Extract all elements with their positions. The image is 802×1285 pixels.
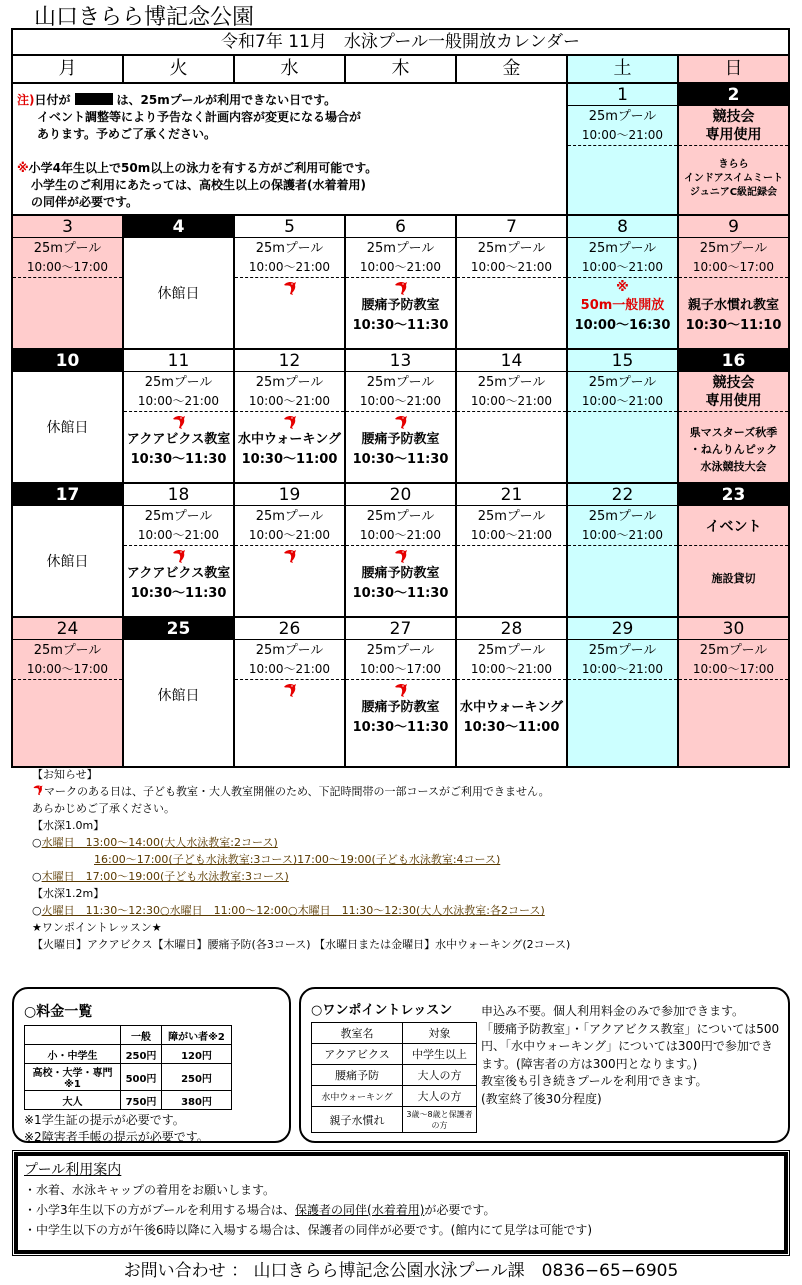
event-detail-text: インドアスイムミート bbox=[683, 173, 784, 184]
pool-label: 25mプール bbox=[588, 643, 657, 658]
dolphin-icon bbox=[393, 682, 409, 698]
class-time: 10:30〜11:00 bbox=[241, 452, 338, 467]
class-name: 腰痛予防教室 bbox=[361, 700, 440, 715]
notice-heading: 【お知らせ】 bbox=[32, 768, 98, 781]
fee-note: ※1学生証の提示が必要です。 bbox=[24, 1113, 185, 1127]
event-detail-text: 県マスターズ秋季 bbox=[689, 426, 778, 439]
day-number: 29 bbox=[568, 618, 677, 640]
day-cell bbox=[679, 350, 788, 482]
table-row bbox=[312, 1065, 477, 1086]
pool-time: 10:00〜21:00 bbox=[248, 662, 331, 676]
day-number: 10 bbox=[13, 350, 122, 372]
pool-time: 10:00〜17:00 bbox=[692, 662, 775, 676]
weekday-tue: 火 bbox=[124, 56, 235, 82]
day-number: 4 bbox=[124, 216, 233, 238]
pool-hours bbox=[568, 506, 677, 546]
day-number: 16 bbox=[679, 350, 788, 372]
event-text: 専用使用 bbox=[705, 127, 762, 143]
calendar-week-1 bbox=[13, 84, 788, 216]
pool-label: 25mプール bbox=[366, 643, 435, 658]
class-name: 親子水慣れ教室 bbox=[687, 298, 779, 313]
day-number: 28 bbox=[457, 618, 566, 640]
day-number: 8 bbox=[568, 216, 677, 238]
pool-hours bbox=[235, 640, 344, 680]
day-cell bbox=[124, 216, 235, 348]
pool-time: 10:00〜21:00 bbox=[248, 260, 331, 274]
pool-time: 10:00〜21:00 bbox=[470, 662, 553, 676]
pool-label: 25mプール bbox=[366, 241, 435, 256]
table-cell: 750円 bbox=[121, 1091, 162, 1110]
day-cell bbox=[13, 618, 124, 766]
pool-hours bbox=[13, 238, 122, 278]
day-cell bbox=[346, 618, 457, 766]
dolphin-icon bbox=[282, 548, 298, 564]
fee-table bbox=[24, 1025, 232, 1110]
dolphin-icon bbox=[282, 682, 298, 698]
day-cell bbox=[457, 350, 568, 482]
guide-text: が必要です。 bbox=[424, 1203, 496, 1217]
guide-item: ・中学生以下の方が午後6時以降に入場する場合は、保護者の同伴が必要です。(館内にて見学は可能です) bbox=[24, 1223, 593, 1237]
pool-time: 10:00〜21:00 bbox=[137, 528, 220, 542]
day-number: 1 bbox=[568, 84, 677, 106]
table-cell: アクアビクス bbox=[312, 1044, 403, 1065]
pool-hours bbox=[124, 506, 233, 546]
table-cell: 大人の方 bbox=[403, 1065, 477, 1086]
day-cell bbox=[568, 618, 679, 766]
pool-label: 25mプール bbox=[699, 241, 768, 256]
class-name: 腰痛予防教室 bbox=[361, 432, 440, 447]
table-cell: 高校・大学・専門※1 bbox=[25, 1064, 121, 1091]
table-header: 対象 bbox=[403, 1023, 477, 1044]
day-number: 12 bbox=[235, 350, 344, 372]
day-cell bbox=[679, 84, 788, 214]
closed-day-label: 休館日 bbox=[157, 286, 200, 302]
table-cell: 小・中学生 bbox=[25, 1045, 121, 1064]
class-time: 10:30〜11:00 bbox=[463, 720, 560, 735]
table-row bbox=[25, 1091, 232, 1110]
pool-time: 10:00〜21:00 bbox=[359, 394, 442, 408]
dolphin-icon bbox=[171, 414, 187, 430]
pool-label: 25mプール bbox=[588, 509, 657, 524]
day-number: 9 bbox=[679, 216, 788, 238]
day-number: 14 bbox=[457, 350, 566, 372]
event-detail-text: きらら bbox=[718, 159, 749, 170]
event-detail bbox=[679, 412, 788, 475]
pool-time: 10:00〜17:00 bbox=[359, 662, 442, 676]
pool-calendar bbox=[11, 28, 790, 768]
calendar-title: 令和7年 11月 水泳プール一般開放カレンダー bbox=[13, 30, 788, 56]
pool-hours bbox=[568, 106, 677, 146]
pool-time: 10:00〜17:00 bbox=[26, 260, 109, 274]
bullet: ○ bbox=[32, 870, 42, 883]
lesson-text: 「腰痛予防教室」・「アクアビクス教室」については500円、「水中ウォーキング」については300円で参加できます。(障害者の方は300円となります。) bbox=[481, 1021, 780, 1071]
table-row bbox=[312, 1086, 477, 1107]
day-cell bbox=[235, 618, 346, 766]
note-text: 小学生のご利用にあたっては、高校生以上の保護者(水着着用) bbox=[31, 178, 366, 192]
note-text: の同伴が必要です。 bbox=[31, 195, 139, 209]
day-number: 23 bbox=[679, 484, 788, 506]
pool-time: 10:00〜21:00 bbox=[248, 528, 331, 542]
dolphin-icon bbox=[282, 414, 298, 430]
pool-hours bbox=[568, 238, 677, 278]
weekday-mon: 月 bbox=[13, 56, 124, 82]
day-cell bbox=[346, 216, 457, 348]
depth-heading: 【水深1.0m】 bbox=[32, 819, 105, 832]
closed-legend-swatch bbox=[75, 93, 113, 105]
notice-text: マークのある日は、子ども教室・大人教室開催のため、下記時間帯の一部コースがご利用できません。 bbox=[44, 785, 550, 798]
day-cell bbox=[679, 216, 788, 348]
pool-time: 10:00〜17:00 bbox=[692, 260, 775, 274]
fee-list-box bbox=[12, 987, 291, 1143]
day-cell bbox=[568, 216, 679, 348]
pool-label: 25mプール bbox=[33, 241, 102, 256]
pool-label: 25mプール bbox=[144, 509, 213, 524]
pool-label: 25mプール bbox=[255, 643, 324, 658]
bullet: ○ bbox=[32, 836, 42, 849]
pool-hours bbox=[679, 640, 788, 680]
event-text: 競技会 bbox=[712, 375, 755, 391]
pool-label: 25mプール bbox=[477, 643, 546, 658]
event-detail-text: ジュニアC級記録会 bbox=[689, 187, 778, 198]
note-text: 小学4年生以上で50m以上の泳力を有する方がご利用可能です。 bbox=[28, 161, 378, 175]
closed-day-label: 休館日 bbox=[157, 688, 200, 704]
pool-time: 10:00〜17:00 bbox=[26, 662, 109, 676]
pool-time: 10:00〜21:00 bbox=[581, 260, 664, 274]
event-label bbox=[679, 372, 788, 412]
pool-hours bbox=[457, 506, 566, 546]
table-header-row bbox=[25, 1026, 232, 1045]
contact-info: お問い合わせ ： 山口きらら博記念公園水泳プール課 0836−65−6905 bbox=[123, 1261, 679, 1281]
lesson-text: (教室終了後30分程度) bbox=[481, 1091, 602, 1106]
weekday-sat: 土 bbox=[568, 56, 679, 82]
day-number: 13 bbox=[346, 350, 455, 372]
pool-hours bbox=[457, 372, 566, 412]
table-cell: 250円 bbox=[162, 1064, 232, 1091]
event-detail-text: ・ねんりんピック bbox=[689, 443, 778, 456]
table-cell: 大人 bbox=[25, 1091, 121, 1110]
table-cell: 中学生以上 bbox=[403, 1044, 477, 1065]
table-cell: 3歳〜8歳と保護者の方 bbox=[403, 1107, 477, 1133]
day-number: 27 bbox=[346, 618, 455, 640]
event-label: イベント bbox=[679, 506, 788, 546]
lesson-table bbox=[311, 1022, 477, 1133]
day-number: 22 bbox=[568, 484, 677, 506]
pool-hours bbox=[346, 372, 455, 412]
day-number: 15 bbox=[568, 350, 677, 372]
dolphin-icon bbox=[282, 280, 298, 296]
day-number: 20 bbox=[346, 484, 455, 506]
day-cell bbox=[235, 484, 346, 616]
day-cell bbox=[13, 484, 124, 616]
dolphin-icon bbox=[32, 784, 44, 796]
depth-heading: 【水深1.2m】 bbox=[32, 887, 105, 900]
table-cell: 250円 bbox=[121, 1045, 162, 1064]
pool-time: 10:00〜21:00 bbox=[581, 662, 664, 676]
class-name: 50m一般開放 bbox=[580, 298, 665, 313]
day-number: 11 bbox=[124, 350, 233, 372]
day-number: 21 bbox=[457, 484, 566, 506]
class-name: 腰痛予防教室 bbox=[361, 298, 440, 313]
guide-title: プール利用案内 bbox=[24, 1162, 122, 1178]
day-number: 18 bbox=[124, 484, 233, 506]
day-cell bbox=[679, 618, 788, 766]
schedule-text: 木曜日 17:00〜19:00(子ども水泳教室:3コース) bbox=[41, 870, 289, 883]
table-row bbox=[312, 1107, 477, 1133]
event-label bbox=[679, 106, 788, 146]
event-text: 競技会 bbox=[712, 109, 755, 125]
facility-name: 山口きらら博記念公園 bbox=[34, 5, 255, 30]
pool-hours bbox=[457, 238, 566, 278]
notice-section bbox=[32, 766, 772, 953]
schedule-text: 16:00〜17:00(子ども水泳教室:3コース)17:00〜19:00(子ども水泳教室:4コース) bbox=[94, 853, 501, 866]
class-time: 10:30〜11:30 bbox=[352, 452, 449, 467]
day-number: 19 bbox=[235, 484, 344, 506]
guide-item: ・水着、水泳キャップの着用をお願いします。 bbox=[24, 1183, 276, 1197]
class-time: 10:30〜11:30 bbox=[352, 720, 449, 735]
table-cell: 水中ウォーキング bbox=[312, 1086, 403, 1107]
pool-label: 25mプール bbox=[255, 375, 324, 390]
event-detail: 施設貸切 bbox=[711, 572, 756, 585]
note-mark: ※ bbox=[616, 280, 629, 295]
pool-time: 10:00〜21:00 bbox=[581, 394, 664, 408]
class-time: 10:30〜11:30 bbox=[352, 318, 449, 333]
day-number: 7 bbox=[457, 216, 566, 238]
pool-hours bbox=[235, 238, 344, 278]
day-cell bbox=[457, 484, 568, 616]
onepoint-heading: ★ワンポイントレッスン★ bbox=[32, 921, 162, 934]
class-time: 10:30〜11:30 bbox=[130, 452, 227, 467]
pool-time: 10:00〜21:00 bbox=[359, 528, 442, 542]
pool-time: 10:00〜21:00 bbox=[248, 394, 331, 408]
pool-label: 25mプール bbox=[588, 109, 657, 124]
table-header: 教室名 bbox=[312, 1023, 403, 1044]
lesson-box bbox=[299, 987, 790, 1143]
pool-label: 25mプール bbox=[588, 375, 657, 390]
guide-item bbox=[24, 1200, 778, 1220]
weekday-thu: 木 bbox=[346, 56, 457, 82]
closed-day-label: 休館日 bbox=[46, 420, 89, 436]
note-prefix: 注) bbox=[17, 93, 35, 107]
day-cell bbox=[13, 350, 124, 482]
day-number: 6 bbox=[346, 216, 455, 238]
pool-label: 25mプール bbox=[366, 375, 435, 390]
class-name: 水中ウォーキング bbox=[459, 700, 564, 715]
pool-time: 10:00〜21:00 bbox=[470, 528, 553, 542]
pool-time: 10:00〜21:00 bbox=[137, 394, 220, 408]
pool-label: 25mプール bbox=[366, 509, 435, 524]
bullet: ○ bbox=[32, 904, 42, 917]
class-time: 10:30〜11:10 bbox=[685, 318, 782, 333]
note-text: あります。予めご了承ください。 bbox=[37, 127, 217, 141]
schedule-text: 火曜日 11:30〜12:30○水曜日 11:00〜12:00○木曜日 11:30〜12:30(大人水泳教室:各2コース) bbox=[41, 904, 545, 917]
day-cell bbox=[568, 350, 679, 482]
weekday-header bbox=[13, 56, 788, 84]
table-cell: 腰痛予防 bbox=[312, 1065, 403, 1086]
day-cell bbox=[124, 350, 235, 482]
calendar-week-4 bbox=[13, 484, 788, 618]
pool-hours bbox=[235, 506, 344, 546]
class-name: アクアビクス教室 bbox=[126, 432, 231, 447]
class-name: 水中ウォーキング bbox=[237, 432, 342, 447]
table-row bbox=[25, 1064, 232, 1091]
event-detail-text: 水泳競技大会 bbox=[700, 460, 767, 473]
table-row bbox=[312, 1044, 477, 1065]
table-header bbox=[25, 1026, 121, 1045]
event-detail bbox=[679, 146, 788, 200]
guide-text: ・小学3年生以下の方がプールを利用する場合は、 bbox=[24, 1203, 296, 1217]
pool-time: 10:00〜21:00 bbox=[470, 260, 553, 274]
calendar-notes bbox=[13, 84, 568, 214]
calendar-week-2 bbox=[13, 216, 788, 350]
fee-note: ※2障害者手帳の提示が必要です。 bbox=[24, 1130, 209, 1144]
table-cell: 親子水慣れ bbox=[312, 1107, 403, 1133]
day-cell bbox=[457, 216, 568, 348]
pool-time: 10:00〜21:00 bbox=[581, 528, 664, 542]
pool-hours bbox=[679, 238, 788, 278]
pool-time: 10:00〜21:00 bbox=[359, 260, 442, 274]
pool-label: 25mプール bbox=[588, 241, 657, 256]
closed-day-label: 休館日 bbox=[46, 554, 89, 570]
dolphin-icon bbox=[171, 548, 187, 564]
note-mark: ※ bbox=[17, 161, 29, 175]
day-cell bbox=[568, 484, 679, 616]
weekday-wed: 水 bbox=[235, 56, 346, 82]
table-header: 障がい者※2 bbox=[162, 1026, 232, 1045]
day-number: 24 bbox=[13, 618, 122, 640]
pool-label: 25mプール bbox=[255, 241, 324, 256]
day-number: 25 bbox=[124, 618, 233, 640]
day-number: 30 bbox=[679, 618, 788, 640]
day-cell bbox=[124, 484, 235, 616]
table-header-row bbox=[312, 1023, 477, 1044]
note-text: 日付が bbox=[34, 93, 71, 107]
pool-time: 10:00〜21:00 bbox=[581, 128, 664, 142]
day-number: 17 bbox=[13, 484, 122, 506]
table-cell: 大人の方 bbox=[403, 1086, 477, 1107]
day-cell bbox=[124, 618, 235, 766]
class-time: 10:00〜16:30 bbox=[574, 318, 671, 333]
pool-hours bbox=[568, 372, 677, 412]
lesson-text: 申込み不要。個人利用料金のみで参加できます。 bbox=[481, 1004, 745, 1018]
table-header: 一般 bbox=[121, 1026, 162, 1045]
schedule-text: 水曜日 13:00〜14:00(大人水泳教室:2コース) bbox=[41, 836, 278, 849]
weekday-fri: 金 bbox=[457, 56, 568, 82]
lesson-text: 教室後も引き続きプールを利用できます。 bbox=[481, 1074, 708, 1088]
calendar-week-3 bbox=[13, 350, 788, 484]
pool-hours bbox=[346, 506, 455, 546]
day-cell bbox=[568, 84, 679, 214]
note-text: は、25mプールが利用できない日です。 bbox=[116, 93, 337, 107]
note-text: イベント調整等により予告なく計画内容が変更になる場合が bbox=[37, 110, 362, 124]
class-name: 腰痛予防教室 bbox=[361, 566, 440, 581]
notice-text: あらかじめご了承ください。 bbox=[32, 802, 175, 815]
day-cell bbox=[235, 350, 346, 482]
weekday-sun: 日 bbox=[679, 56, 788, 82]
calendar-week-5 bbox=[13, 618, 788, 766]
pool-hours bbox=[568, 640, 677, 680]
guide-text-emphasis: 保護者の同伴(水着着用) bbox=[295, 1203, 425, 1217]
class-time: 10:30〜11:30 bbox=[130, 586, 227, 601]
dolphin-icon bbox=[393, 280, 409, 296]
pool-label: 25mプール bbox=[144, 375, 213, 390]
onepoint-text: 【火曜日】アクアビクス【木曜日】腰痛予防(各3コース) 【水曜日または金曜日】水中ウォーキング(2コース) bbox=[32, 938, 571, 951]
pool-label: 25mプール bbox=[699, 643, 768, 658]
pool-label: 25mプール bbox=[477, 241, 546, 256]
pool-hours bbox=[346, 238, 455, 278]
pool-hours bbox=[457, 640, 566, 680]
day-number: 5 bbox=[235, 216, 344, 238]
pool-time: 10:00〜21:00 bbox=[470, 394, 553, 408]
table-cell: 500円 bbox=[121, 1064, 162, 1091]
pool-label: 25mプール bbox=[255, 509, 324, 524]
lesson-title: ○ワンポイントレッスン bbox=[311, 1003, 453, 1018]
pool-label: 25mプール bbox=[477, 509, 546, 524]
pool-label: 25mプール bbox=[477, 375, 546, 390]
pool-hours bbox=[124, 372, 233, 412]
day-number: 3 bbox=[13, 216, 122, 238]
class-time: 10:30〜11:30 bbox=[352, 586, 449, 601]
day-cell bbox=[13, 216, 124, 348]
pool-hours bbox=[235, 372, 344, 412]
event-text: 専用使用 bbox=[705, 393, 762, 409]
pool-label: 25mプール bbox=[33, 643, 102, 658]
class-name: アクアビクス教室 bbox=[126, 566, 231, 581]
dolphin-icon bbox=[393, 548, 409, 564]
pool-hours bbox=[346, 640, 455, 680]
table-row bbox=[25, 1045, 232, 1064]
day-cell bbox=[457, 618, 568, 766]
pool-hours bbox=[13, 640, 122, 680]
dolphin-icon bbox=[393, 414, 409, 430]
day-cell bbox=[679, 484, 788, 616]
day-cell bbox=[346, 350, 457, 482]
fee-list-title: ○料金一覧 bbox=[24, 1004, 93, 1020]
lesson-description bbox=[481, 1003, 781, 1108]
day-number: 2 bbox=[679, 84, 788, 106]
table-cell: 120円 bbox=[162, 1045, 232, 1064]
pool-usage-guide bbox=[14, 1152, 788, 1254]
day-number: 26 bbox=[235, 618, 344, 640]
table-cell: 380円 bbox=[162, 1091, 232, 1110]
day-cell bbox=[346, 484, 457, 616]
day-cell bbox=[235, 216, 346, 348]
